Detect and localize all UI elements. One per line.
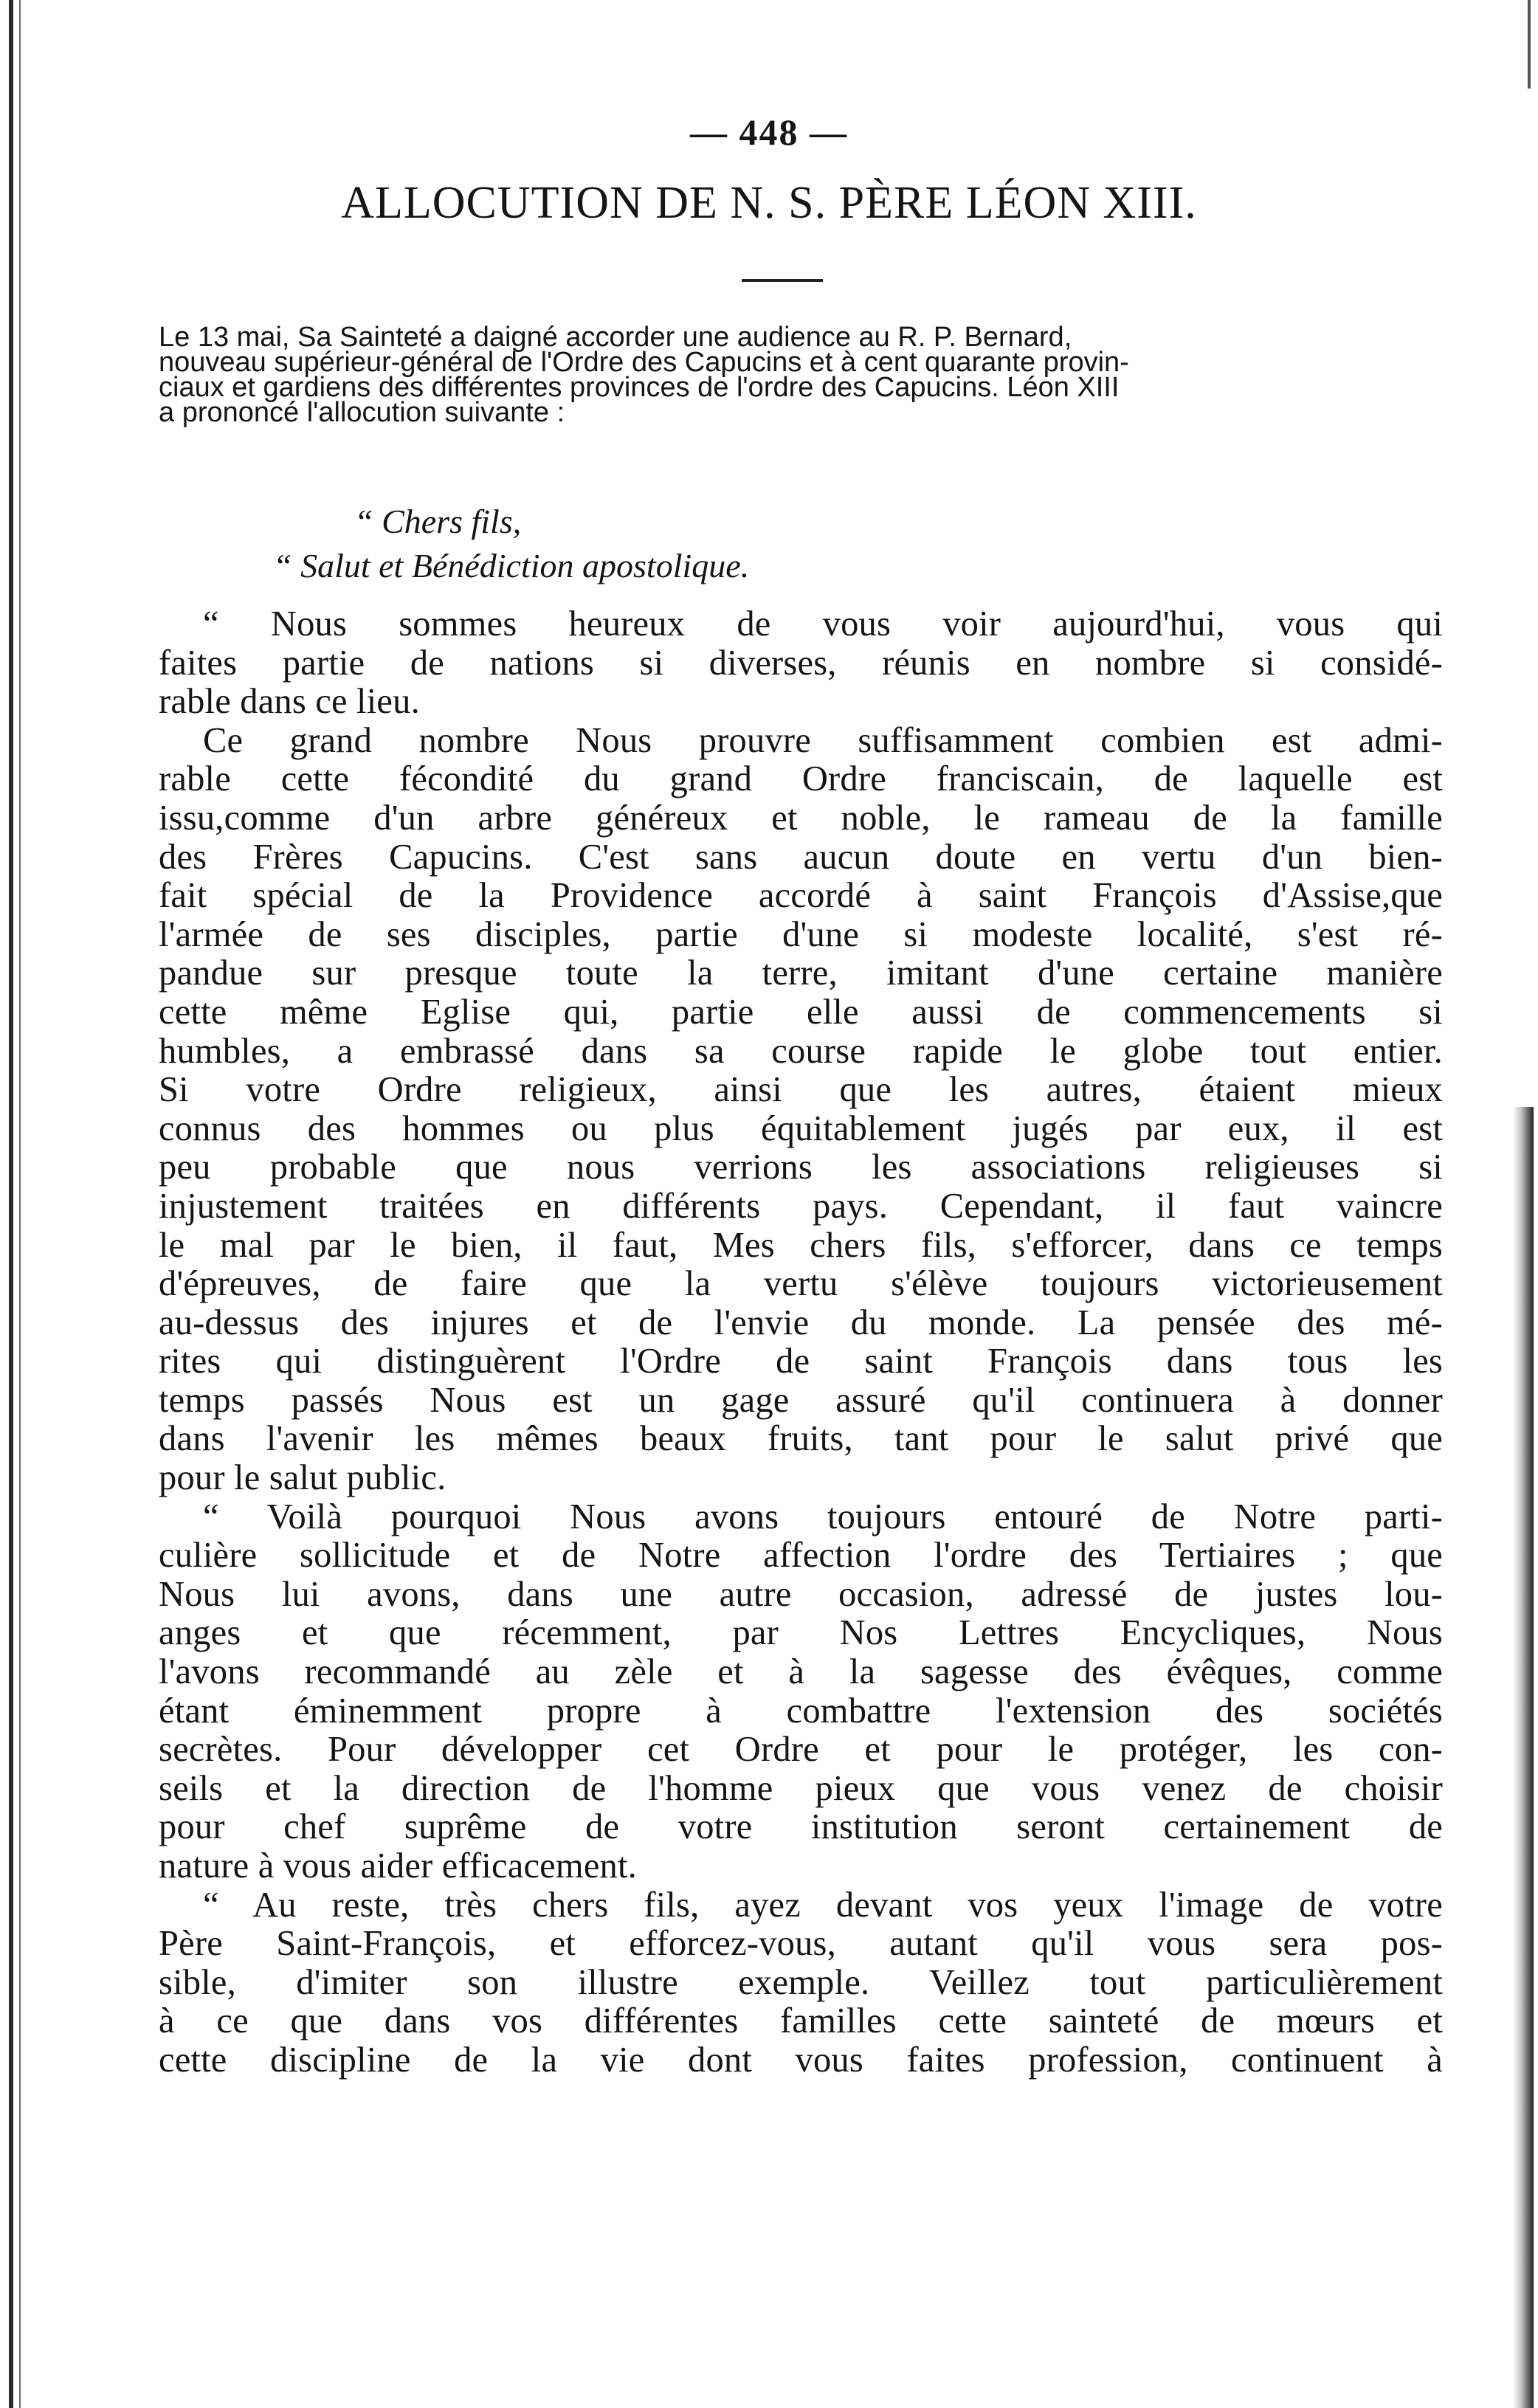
body-line: sible, d'imiter son illustre exemple. Veillez tout particulièrement <box>159 1962 1443 2002</box>
body-line: Ce grand nombre Nous prouvre suffisamment combien est admi- <box>203 720 1443 760</box>
body-line: l'avons recommandé au zèle et à la sagesse des évêques, comme <box>159 1652 1443 1692</box>
body-line: rable cette fécondité du grand Ordre franciscain, de laquelle est <box>159 759 1443 799</box>
intro-line: a prononcé l'allocution suivante : <box>159 397 565 428</box>
page-title: ALLOCUTION DE N. S. PÈRE LÉON XIII. <box>341 178 1197 228</box>
body-line: cette discipline de la vie dont vous faites profession, continuent à <box>159 2040 1443 2080</box>
title-divider <box>742 279 823 282</box>
body-line: anges et que récemment, par Nos Lettres Encycliques, Nous <box>159 1613 1443 1653</box>
page-binding-edge-line <box>19 0 21 2408</box>
allocution-body <box>159 605 1443 2080</box>
intro-line: nouveau supérieur-général de l'Ordre des Capucins et à cent quarante provin- <box>159 347 1129 378</box>
body-line: Père Saint-François, et efforcez-vous, autant qu'il vous sera pos- <box>159 1924 1443 1964</box>
body-line: culière sollicitude et de Notre affection l'ordre des Tertiaires ; que <box>159 1536 1443 1576</box>
body-line: d'épreuves, de faire que la vertu s'élève toujours victorieusement <box>159 1264 1443 1304</box>
body-line: “ Voilà pourquoi Nous avons toujours entouré de Notre parti- <box>203 1497 1443 1536</box>
salutation-line: “ Salut et Bénédiction apostolique. <box>273 547 750 584</box>
body-line: le mal par le bien, il faut, Mes chers fils, s'efforcer, dans ce temps <box>159 1225 1443 1265</box>
body-line: Nous lui avons, dans une autre occasion, adressé de justes lou- <box>159 1574 1443 1614</box>
page-number: — 448 — <box>690 111 848 153</box>
body-line: faites partie de nations si diverses, réunis en nombre si considé- <box>159 643 1443 683</box>
body-line: humbles, a embrassé dans sa course rapide le globe tout entier. <box>159 1031 1443 1071</box>
body-line: “ Au reste, très chers fils, ayez devant vos yeux l'image de votre <box>203 1885 1443 1925</box>
intro-line: ciaux et gardiens des différentes provinces de l'ordre des Capucins. Léon XIII <box>159 372 1120 403</box>
body-line: connus des hommes ou plus équitablement jugés par eux, il est <box>159 1108 1443 1148</box>
body-line: seils et la direction de l'homme pieux que vous venez de choisir <box>159 1768 1443 1808</box>
intro-line: Le 13 mai, Sa Sainteté a daigné accorder une audience au R. P. Bernard, <box>159 322 1072 353</box>
body-line: temps passés Nous est un gage assuré qu'il continuera à donner <box>159 1380 1443 1420</box>
body-line: issu,comme d'un arbre généreux et noble, le rameau de la famille <box>159 798 1443 838</box>
page-right-edge-shadow <box>1513 1107 1534 2408</box>
body-line: “ Nous sommes heureux de vous voir aujourd'hui, vous qui <box>203 604 1443 644</box>
page-right-edge-mark <box>1528 0 1531 89</box>
salutation-line: “ Chers fils, <box>354 503 522 540</box>
page-binding-edge <box>9 0 13 2408</box>
body-line: rites qui distinguèrent l'Ordre de saint François dans tous les <box>159 1342 1443 1381</box>
body-line: rable dans ce lieu. <box>159 682 420 722</box>
body-line: secrètes. Pour développer cet Ordre et pour le protéger, les con- <box>159 1730 1443 1770</box>
body-line: des Frères Capucins. C'est sans aucun doute en vertu d'un bien- <box>159 837 1443 877</box>
body-line: peu probable que nous verrions les associations religieuses si <box>159 1148 1443 1187</box>
body-line: pour chef suprême de votre institution seront certainement de <box>159 1807 1443 1847</box>
body-line: cette même Eglise qui, partie elle aussi de commencements si <box>159 992 1443 1032</box>
body-line: Si votre Ordre religieux, ainsi que les autres, étaient mieux <box>159 1070 1443 1110</box>
body-line: fait spécial de la Providence accordé à saint François d'Assise,que <box>159 876 1443 916</box>
body-line: étant éminemment propre à combattre l'extension des sociétés <box>159 1691 1443 1731</box>
body-line: l'armée de ses disciples, partie d'une si modeste localité, s'est ré- <box>159 914 1443 954</box>
body-line: pour le salut public. <box>159 1458 446 1498</box>
body-line: injustement traitées en différents pays. Cependant, il faut vaincre <box>159 1186 1443 1226</box>
body-line: pandue sur presque toute la terre, imitant d'une certaine manière <box>159 953 1443 993</box>
body-line: à ce que dans vos différentes familles cette sainteté de mœurs et <box>159 2001 1443 2041</box>
body-line: dans l'avenir les mêmes beaux fruits, tant pour le salut privé que <box>159 1419 1443 1459</box>
intro-paragraph <box>159 322 1428 428</box>
body-line: nature à vous aider efficacement. <box>159 1846 637 1886</box>
body-line: au-dessus des injures et de l'envie du monde. La pensée des mé- <box>159 1303 1443 1342</box>
